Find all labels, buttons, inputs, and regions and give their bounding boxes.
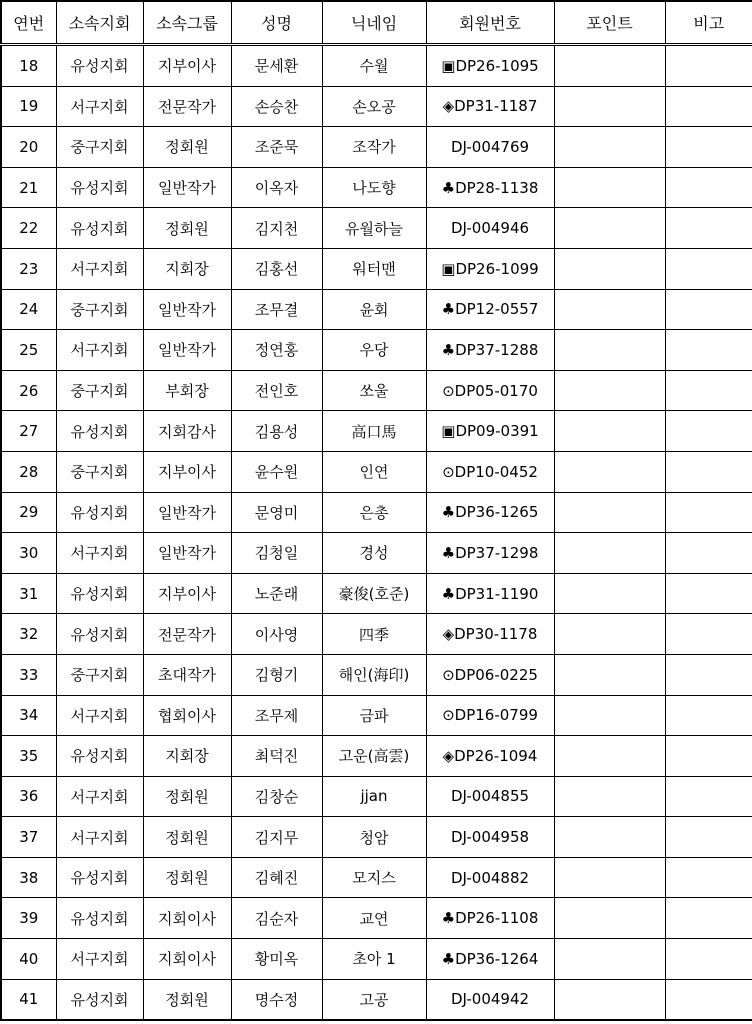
remarks-cell <box>665 736 752 777</box>
branch-cell: 중구지회 <box>56 451 143 492</box>
branch-cell: 중구지회 <box>56 654 143 695</box>
points-cell <box>554 817 665 858</box>
group-cell: 일반작가 <box>143 492 231 533</box>
name-cell: 문영미 <box>231 492 322 533</box>
table-row <box>1 857 752 898</box>
name-cell: 김홍선 <box>231 248 322 289</box>
nickname-cell: 인연 <box>322 451 426 492</box>
remarks-cell <box>665 370 752 411</box>
serial-number-cell: 21 <box>1 167 56 208</box>
table-row <box>1 451 752 492</box>
header-name: 성명 <box>231 1 322 45</box>
table-row <box>1 736 752 777</box>
serial-number-cell: 20 <box>1 127 56 168</box>
serial-number-cell: 33 <box>1 654 56 695</box>
nickname-cell: 유월하늘 <box>322 208 426 249</box>
remarks-cell <box>665 614 752 655</box>
member-number-cell: ◈DP31-1187 <box>426 86 554 127</box>
remarks-cell <box>665 776 752 817</box>
member-number-cell: ♣DP28-1138 <box>426 167 554 208</box>
nickname-cell: 우당 <box>322 330 426 371</box>
branch-cell: 유성지회 <box>56 167 143 208</box>
name-cell: 명수정 <box>231 979 322 1020</box>
table-row <box>1 776 752 817</box>
group-cell: 정회원 <box>143 857 231 898</box>
branch-cell: 서구지회 <box>56 939 143 980</box>
table-header <box>1 1 752 45</box>
serial-number-cell: 39 <box>1 898 56 939</box>
table-row <box>1 533 752 574</box>
branch-cell: 유성지회 <box>56 736 143 777</box>
member-number-cell: ◈DP30-1178 <box>426 614 554 655</box>
serial-number-cell: 36 <box>1 776 56 817</box>
serial-number-cell: 19 <box>1 86 56 127</box>
name-cell: 김청일 <box>231 533 322 574</box>
table-row <box>1 411 752 452</box>
table-row <box>1 370 752 411</box>
nickname-cell: 청암 <box>322 817 426 858</box>
name-cell: 조무제 <box>231 695 322 736</box>
nickname-cell: 고운(高雲) <box>322 736 426 777</box>
remarks-cell <box>665 45 752 87</box>
nickname-cell: jjan <box>322 776 426 817</box>
group-cell: 지회이사 <box>143 898 231 939</box>
group-cell: 지부이사 <box>143 451 231 492</box>
branch-cell: 유성지회 <box>56 573 143 614</box>
remarks-cell <box>665 411 752 452</box>
table-row <box>1 86 752 127</box>
table-row <box>1 248 752 289</box>
member-number-cell: ♣DP37-1298 <box>426 533 554 574</box>
nickname-cell: 高口馬 <box>322 411 426 452</box>
serial-number-cell: 29 <box>1 492 56 533</box>
member-number-cell: ⊙DP16-0799 <box>426 695 554 736</box>
nickname-cell: 윤회 <box>322 289 426 330</box>
group-cell: 부회장 <box>143 370 231 411</box>
serial-number-cell: 35 <box>1 736 56 777</box>
member-number-cell: DJ-004942 <box>426 979 554 1020</box>
points-cell <box>554 736 665 777</box>
header-nickname: 닉네임 <box>322 1 426 45</box>
header-row <box>1 1 752 45</box>
points-cell <box>554 898 665 939</box>
points-cell <box>554 776 665 817</box>
name-cell: 손승찬 <box>231 86 322 127</box>
member-number-cell: DJ-004958 <box>426 817 554 858</box>
group-cell: 지회장 <box>143 248 231 289</box>
table-row <box>1 898 752 939</box>
table-row <box>1 208 752 249</box>
points-cell <box>554 208 665 249</box>
name-cell: 문세환 <box>231 45 322 87</box>
points-cell <box>554 86 665 127</box>
remarks-cell <box>665 573 752 614</box>
points-cell <box>554 167 665 208</box>
member-number-cell: ⊙DP05-0170 <box>426 370 554 411</box>
group-cell: 일반작가 <box>143 330 231 371</box>
member-number-cell: ⊙DP06-0225 <box>426 654 554 695</box>
name-cell: 김창순 <box>231 776 322 817</box>
table-row <box>1 492 752 533</box>
nickname-cell: 豪俊(호준) <box>322 573 426 614</box>
member-number-cell: ▣DP26-1099 <box>426 248 554 289</box>
table-row <box>1 979 752 1020</box>
table-row <box>1 817 752 858</box>
name-cell: 이사영 <box>231 614 322 655</box>
points-cell <box>554 533 665 574</box>
member-number-cell: ▣DP26-1095 <box>426 45 554 87</box>
nickname-cell: 금파 <box>322 695 426 736</box>
remarks-cell <box>665 695 752 736</box>
table-row <box>1 330 752 371</box>
serial-number-cell: 23 <box>1 248 56 289</box>
nickname-cell: 워터맨 <box>322 248 426 289</box>
group-cell: 일반작가 <box>143 533 231 574</box>
points-cell <box>554 248 665 289</box>
branch-cell: 유성지회 <box>56 614 143 655</box>
points-cell <box>554 492 665 533</box>
branch-cell: 유성지회 <box>56 898 143 939</box>
member-number-cell: DJ-004855 <box>426 776 554 817</box>
group-cell: 협회이사 <box>143 695 231 736</box>
serial-number-cell: 34 <box>1 695 56 736</box>
serial-number-cell: 26 <box>1 370 56 411</box>
table-row <box>1 614 752 655</box>
points-cell <box>554 573 665 614</box>
name-cell: 황미옥 <box>231 939 322 980</box>
points-cell <box>554 695 665 736</box>
header-group: 소속그룹 <box>143 1 231 45</box>
name-cell: 김지무 <box>231 817 322 858</box>
group-cell: 초대작가 <box>143 654 231 695</box>
branch-cell: 서구지회 <box>56 695 143 736</box>
table-row <box>1 127 752 168</box>
group-cell: 지회이사 <box>143 939 231 980</box>
name-cell: 김혜진 <box>231 857 322 898</box>
group-cell: 전문작가 <box>143 614 231 655</box>
points-cell <box>554 654 665 695</box>
nickname-cell: 조작가 <box>322 127 426 168</box>
nickname-cell: 은총 <box>322 492 426 533</box>
branch-cell: 유성지회 <box>56 857 143 898</box>
branch-cell: 유성지회 <box>56 979 143 1020</box>
nickname-cell: 모지스 <box>322 857 426 898</box>
table-row <box>1 654 752 695</box>
serial-number-cell: 30 <box>1 533 56 574</box>
branch-cell: 서구지회 <box>56 330 143 371</box>
branch-cell: 중구지회 <box>56 370 143 411</box>
points-cell <box>554 127 665 168</box>
member-number-cell: ◈DP26-1094 <box>426 736 554 777</box>
nickname-cell: 수월 <box>322 45 426 87</box>
nickname-cell: 교연 <box>322 898 426 939</box>
group-cell: 정회원 <box>143 208 231 249</box>
points-cell <box>554 330 665 371</box>
member-number-cell: ♣DP36-1264 <box>426 939 554 980</box>
remarks-cell <box>665 654 752 695</box>
name-cell: 정연홍 <box>231 330 322 371</box>
table-row <box>1 167 752 208</box>
member-number-cell: DJ-004882 <box>426 857 554 898</box>
remarks-cell <box>665 248 752 289</box>
nickname-cell: 쏘울 <box>322 370 426 411</box>
member-number-cell: ⊙DP10-0452 <box>426 451 554 492</box>
group-cell: 정회원 <box>143 979 231 1020</box>
branch-cell: 유성지회 <box>56 45 143 87</box>
member-number-cell: DJ-004946 <box>426 208 554 249</box>
remarks-cell <box>665 330 752 371</box>
name-cell: 이옥자 <box>231 167 322 208</box>
points-cell <box>554 45 665 87</box>
remarks-cell <box>665 289 752 330</box>
name-cell: 노준래 <box>231 573 322 614</box>
points-cell <box>554 411 665 452</box>
nickname-cell: 나도향 <box>322 167 426 208</box>
name-cell: 김형기 <box>231 654 322 695</box>
remarks-cell <box>665 898 752 939</box>
nickname-cell: 손오공 <box>322 86 426 127</box>
name-cell: 윤수원 <box>231 451 322 492</box>
name-cell: 김순자 <box>231 898 322 939</box>
points-cell <box>554 614 665 655</box>
remarks-cell <box>665 167 752 208</box>
branch-cell: 중구지회 <box>56 127 143 168</box>
branch-cell: 서구지회 <box>56 86 143 127</box>
serial-number-cell: 25 <box>1 330 56 371</box>
branch-cell: 서구지회 <box>56 776 143 817</box>
name-cell: 조무결 <box>231 289 322 330</box>
member-number-cell: DJ-004769 <box>426 127 554 168</box>
header-serial-number: 연번 <box>1 1 56 45</box>
branch-cell: 유성지회 <box>56 492 143 533</box>
group-cell: 지부이사 <box>143 573 231 614</box>
remarks-cell <box>665 127 752 168</box>
nickname-cell: 경성 <box>322 533 426 574</box>
branch-cell: 유성지회 <box>56 208 143 249</box>
remarks-cell <box>665 208 752 249</box>
points-cell <box>554 939 665 980</box>
name-cell: 김지천 <box>231 208 322 249</box>
member-number-cell: ♣DP37-1288 <box>426 330 554 371</box>
member-number-cell: ♣DP12-0557 <box>426 289 554 330</box>
serial-number-cell: 28 <box>1 451 56 492</box>
serial-number-cell: 27 <box>1 411 56 452</box>
remarks-cell <box>665 817 752 858</box>
group-cell: 지회감사 <box>143 411 231 452</box>
name-cell: 김용성 <box>231 411 322 452</box>
name-cell: 전인호 <box>231 370 322 411</box>
points-cell <box>554 370 665 411</box>
points-cell <box>554 979 665 1020</box>
remarks-cell <box>665 939 752 980</box>
group-cell: 일반작가 <box>143 289 231 330</box>
remarks-cell <box>665 979 752 1020</box>
serial-number-cell: 38 <box>1 857 56 898</box>
nickname-cell: 초아 1 <box>322 939 426 980</box>
group-cell: 정회원 <box>143 776 231 817</box>
group-cell: 전문작가 <box>143 86 231 127</box>
group-cell: 지회장 <box>143 736 231 777</box>
group-cell: 정회원 <box>143 127 231 168</box>
group-cell: 정회원 <box>143 817 231 858</box>
nickname-cell: 四季 <box>322 614 426 655</box>
remarks-cell <box>665 857 752 898</box>
group-cell: 일반작가 <box>143 167 231 208</box>
group-cell: 지부이사 <box>143 45 231 87</box>
remarks-cell <box>665 86 752 127</box>
serial-number-cell: 41 <box>1 979 56 1020</box>
header-remarks: 비고 <box>665 1 752 45</box>
header-member-number: 회원번호 <box>426 1 554 45</box>
header-points: 포인트 <box>554 1 665 45</box>
nickname-cell: 해인(海印) <box>322 654 426 695</box>
serial-number-cell: 31 <box>1 573 56 614</box>
member-number-cell: ♣DP26-1108 <box>426 898 554 939</box>
points-cell <box>554 289 665 330</box>
table-row <box>1 695 752 736</box>
remarks-cell <box>665 492 752 533</box>
name-cell: 최덕진 <box>231 736 322 777</box>
serial-number-cell: 22 <box>1 208 56 249</box>
table-body <box>1 45 752 1021</box>
branch-cell: 유성지회 <box>56 411 143 452</box>
serial-number-cell: 37 <box>1 817 56 858</box>
table-row <box>1 939 752 980</box>
serial-number-cell: 18 <box>1 45 56 87</box>
member-number-cell: ▣DP09-0391 <box>426 411 554 452</box>
serial-number-cell: 32 <box>1 614 56 655</box>
member-number-cell: ♣DP31-1190 <box>426 573 554 614</box>
serial-number-cell: 40 <box>1 939 56 980</box>
header-branch: 소속지회 <box>56 1 143 45</box>
points-cell <box>554 451 665 492</box>
table-row <box>1 45 752 87</box>
serial-number-cell: 24 <box>1 289 56 330</box>
table-row <box>1 289 752 330</box>
branch-cell: 서구지회 <box>56 817 143 858</box>
member-number-cell: ♣DP36-1265 <box>426 492 554 533</box>
points-cell <box>554 857 665 898</box>
table-row <box>1 573 752 614</box>
name-cell: 조준묵 <box>231 127 322 168</box>
remarks-cell <box>665 451 752 492</box>
branch-cell: 서구지회 <box>56 248 143 289</box>
branch-cell: 서구지회 <box>56 533 143 574</box>
branch-cell: 중구지회 <box>56 289 143 330</box>
remarks-cell <box>665 533 752 574</box>
nickname-cell: 고공 <box>322 979 426 1020</box>
